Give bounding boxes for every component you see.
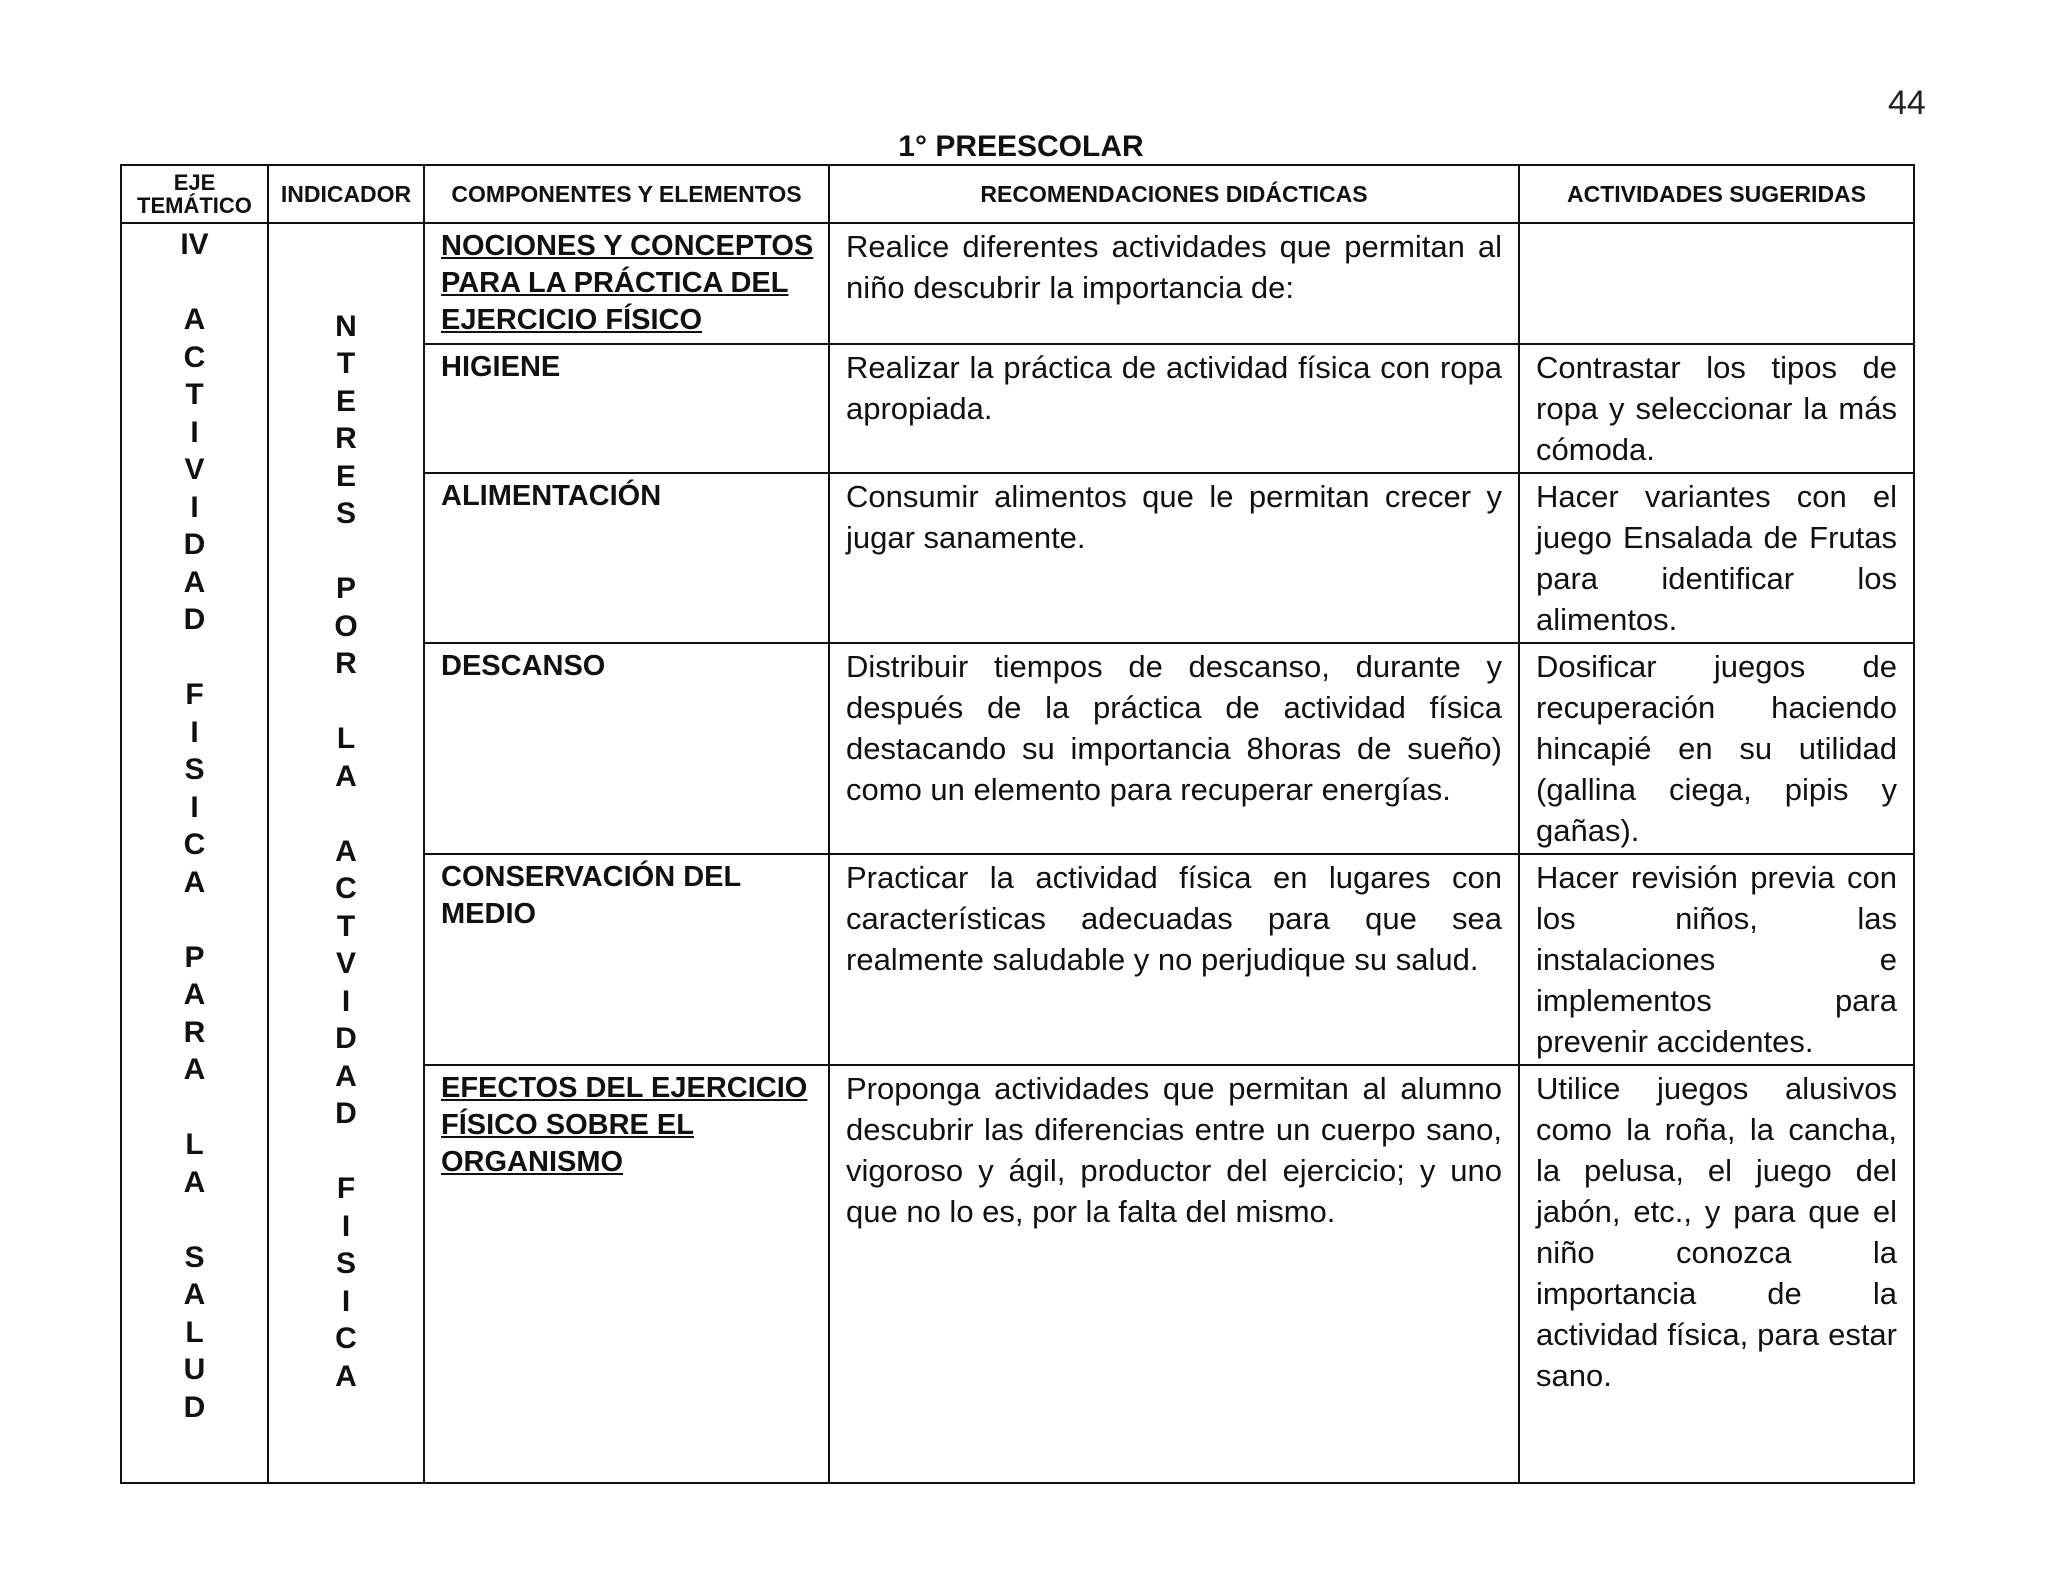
vertical-letter: S [184, 1240, 205, 1274]
vertical-letter: A [183, 303, 206, 336]
vertical-letter: N [335, 309, 357, 343]
vertical-letter: T [336, 909, 356, 943]
letter-gap [269, 533, 423, 571]
componente-cell: ALIMENTACIÓN [424, 473, 829, 643]
vertical-letter: L [185, 1315, 204, 1349]
recomendacion-cell: Distribuir tiempos de descanso, durante y después de la práctica de actividad física destacando su importancia 8horas de sueño) como un elemento para recuperar energías. [829, 643, 1519, 854]
recomendacion-cell: Practicar la actividad física en lugares con características adecuadas para que sea realmente saludable y no perjudique su salud. [829, 854, 1519, 1065]
componente-cell: CONSERVACIÓN DEL MEDIO [424, 854, 829, 1065]
vertical-letter: A [183, 865, 206, 899]
header-componentes: COMPONENTES Y ELEMENTOS [424, 165, 829, 223]
vertical-letter: S [335, 1247, 356, 1280]
vertical-letter: S [184, 753, 205, 786]
vertical-letter: D [335, 1022, 357, 1055]
vertical-letter: E [335, 459, 356, 493]
table-header-row [121, 165, 1914, 223]
componente-cell: HIGIENE [424, 344, 829, 473]
header-recomendaciones: RECOMENDACIONES DIDÁCTICAS [829, 165, 1519, 223]
vertical-letter: L [185, 1128, 204, 1161]
letter-gap [269, 270, 423, 308]
indicador-cell [268, 223, 424, 1483]
componente-cell: DESCANSO [424, 643, 829, 854]
recomendacion-cell: Realizar la práctica de actividad física con ropa apropiada. [829, 344, 1519, 473]
recomendacion-cell: Consumir alimentos que le permitan crecer y jugar sanamente. [829, 473, 1519, 643]
vertical-letter: IV [180, 228, 209, 261]
letter-gap [122, 264, 267, 302]
table-row [121, 223, 1914, 344]
vertical-letter: F [185, 678, 204, 711]
vertical-letter: V [184, 453, 205, 486]
vertical-letter: I [341, 1209, 351, 1243]
vertical-letter: I [190, 415, 199, 449]
vertical-letter: D [183, 603, 206, 636]
vertical-letter: I [190, 715, 199, 749]
vertical-letter: A [183, 978, 206, 1011]
vertical-letter: T [185, 378, 204, 411]
letter-gap [122, 639, 267, 677]
page-title: 1° PREESCOLAR [898, 130, 1144, 163]
vertical-letter: A [335, 834, 357, 868]
vertical-letter: C [183, 828, 206, 861]
vertical-letter: A [183, 1278, 206, 1311]
header-eje-tematico [121, 165, 268, 223]
header-eje-line2: TEMÁTICO [137, 193, 252, 218]
header-actividades: ACTIVIDADES SUGERIDAS [1519, 165, 1914, 223]
vertical-letter: P [184, 940, 205, 974]
vertical-letter: L [336, 722, 356, 755]
vertical-letter: I [190, 790, 199, 824]
vertical-letter: R [335, 647, 357, 680]
header-eje-line1: EJE [173, 170, 216, 195]
vertical-letter: D [183, 1390, 206, 1424]
recomendacion-cell: Realice diferentes actividades que permitan al niño descubrir la importancia de: [829, 223, 1519, 344]
actividad-cell: Utilice juegos alusivos como la roña, la cancha, la pelusa, el juego del jabón, etc., y para que el niño conozca la importancia de la actividad física, para estar sano. [1519, 1065, 1914, 1483]
vertical-letter: D [183, 528, 206, 561]
vertical-letter: A [335, 759, 357, 793]
letter-gap [122, 901, 267, 939]
vertical-letter: C [335, 1322, 357, 1355]
actividad-cell: Hacer variantes con el juego Ensalada de Frutas para identificar los alimentos. [1519, 473, 1914, 643]
header-indicador: INDICADOR [268, 165, 424, 223]
eje-tematico-vertical-text [122, 224, 267, 1426]
componente-cell: NOCIONES Y CONCEPTOS PARA LA PRÁCTICA DEL EJERCICIO FÍSICO [424, 223, 829, 344]
vertical-letter: D [335, 1097, 357, 1130]
actividad-cell: Dosificar juegos de recuperación haciendo hincapié en su utilidad (gallina ciega, pipis y gañas). [1519, 643, 1914, 854]
indicador-vertical-text [269, 224, 423, 1395]
componente-cell: EFECTOS DEL EJERCICIO FÍSICO SOBRE EL ORGANISMO [424, 1065, 829, 1483]
vertical-letter: I [341, 984, 351, 1018]
vertical-letter: O [334, 609, 358, 643]
vertical-letter: E [335, 384, 356, 418]
letter-gap [269, 795, 423, 833]
vertical-letter: V [335, 947, 356, 980]
vertical-letter: P [335, 572, 356, 605]
vertical-letter: I [341, 1284, 351, 1318]
actividad-cell [1519, 223, 1914, 344]
letter-gap [269, 1133, 423, 1171]
vertical-letter: A [183, 1165, 206, 1199]
letter-gap [122, 1089, 267, 1127]
vertical-letter: A [183, 1053, 206, 1086]
actividad-cell: Contrastar los tipos de ropa y seleccionar la más cómoda. [1519, 344, 1914, 473]
vertical-letter: A [335, 1359, 357, 1393]
vertical-letter: F [336, 1172, 356, 1205]
vertical-letter: A [183, 565, 206, 599]
vertical-letter: T [336, 347, 356, 380]
vertical-letter: C [335, 872, 357, 905]
vertical-letter: A [335, 1059, 357, 1093]
vertical-letter: I [190, 490, 199, 524]
letter-gap [269, 683, 423, 721]
actividad-cell: Hacer revisión previa con los niños, las instalaciones e implementos para prevenir accidentes. [1519, 854, 1914, 1065]
page-number: 44 [1888, 84, 1926, 122]
letter-gap [122, 1201, 267, 1239]
curriculum-table [120, 164, 1915, 1484]
vertical-letter: S [335, 497, 356, 530]
vertical-letter: U [183, 1353, 206, 1386]
eje-tematico-cell [121, 223, 268, 1483]
vertical-letter: R [335, 422, 357, 455]
vertical-letter: R [183, 1015, 206, 1049]
vertical-letter: C [183, 340, 206, 374]
recomendacion-cell: Proponga actividades que permitan al alumno descubrir las diferencias entre un cuerpo sano, vigoroso y ágil, productor del ejercicio; y uno que no lo es, por la falta del mismo. [829, 1065, 1519, 1483]
